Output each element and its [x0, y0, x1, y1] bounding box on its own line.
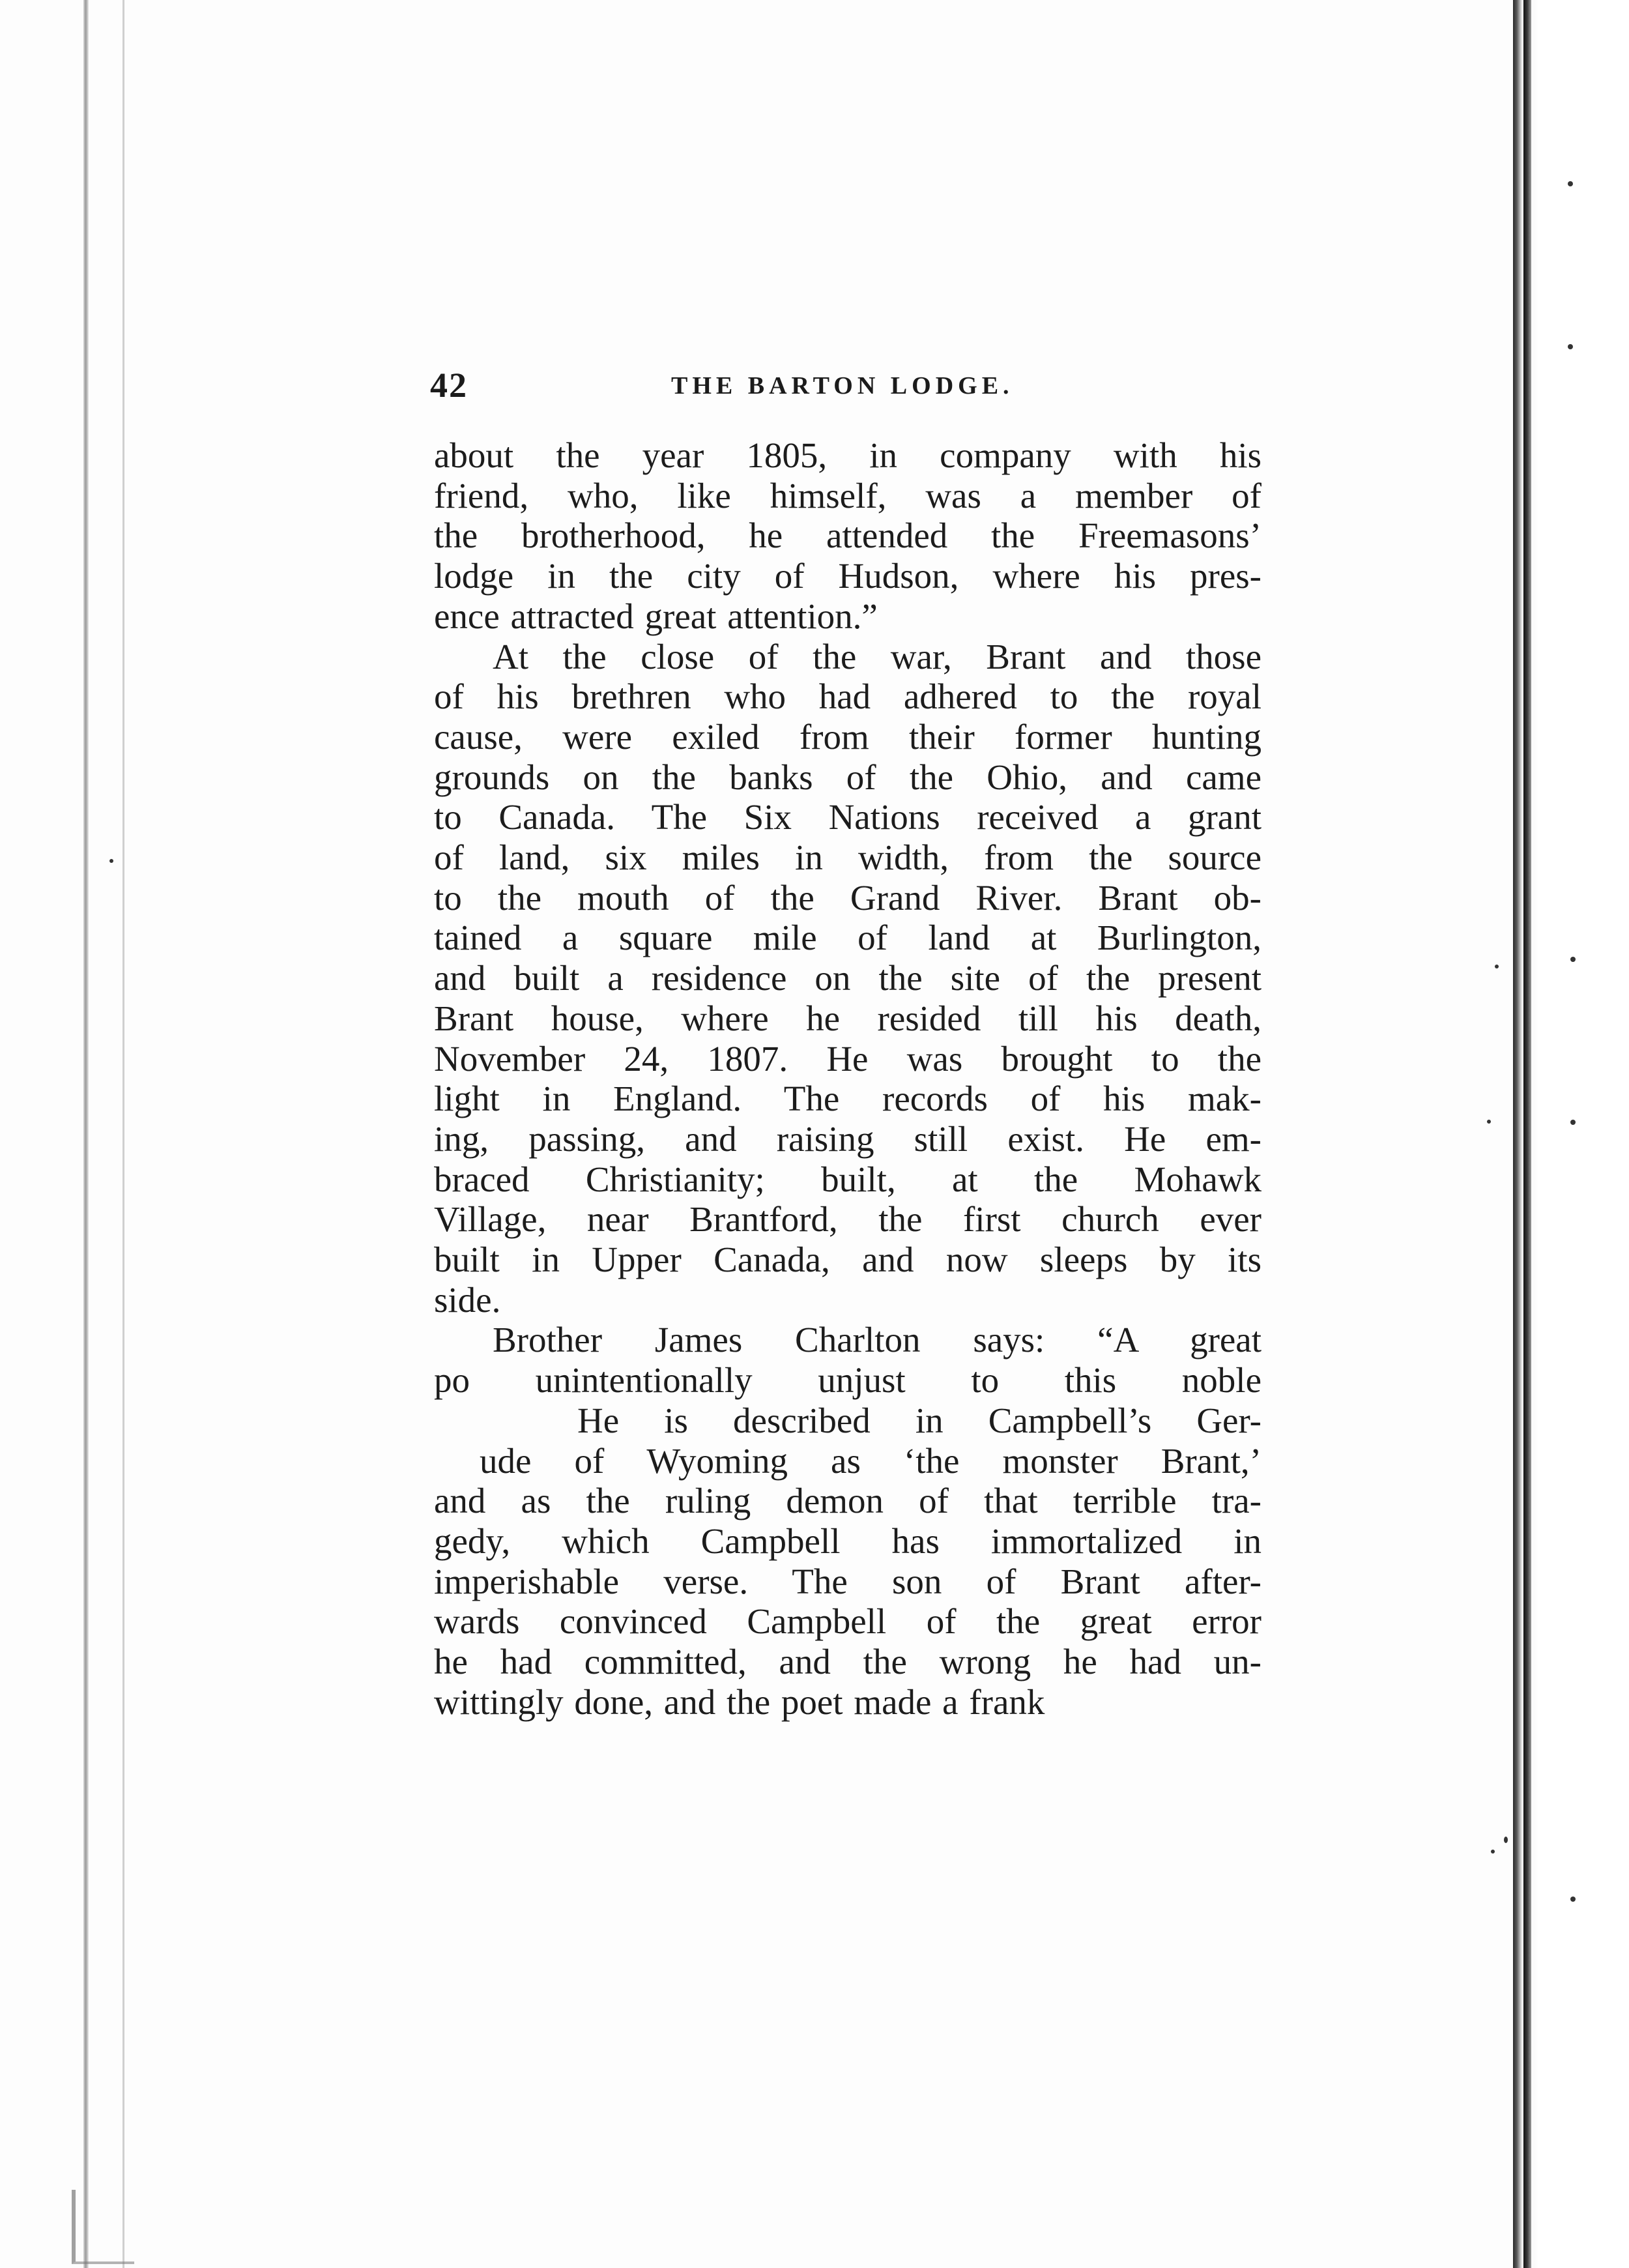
page-edge-line — [1523, 0, 1531, 2268]
text-line: to the mouth of the Grand River. Brant ob- — [434, 877, 1261, 918]
text-line: He is described in Campbell’s Ger- — [577, 1400, 1261, 1440]
text-line: At the close of the war, Brant and those — [493, 636, 1261, 676]
text-line: light in England. The records of his mak- — [434, 1079, 1261, 1119]
paragraph — [434, 637, 1261, 1320]
text-line: and as the ruling demon of that terrible tra- — [434, 1481, 1261, 1521]
scan-speck — [1504, 1837, 1508, 1843]
text-line: wittingly done, and the poet made a frank — [434, 1681, 1045, 1722]
scan-speck — [1491, 1850, 1495, 1854]
scan-speck — [1570, 957, 1576, 962]
text-line: tained a square mile of land at Burlington, — [434, 918, 1261, 958]
text-line: ence attracted great attention.” — [434, 596, 878, 636]
text-line: about the year 1805, in company with his — [434, 435, 1261, 475]
binding-corner — [72, 2190, 134, 2264]
text-line: built in Upper Canada, and now sleeps by its — [434, 1240, 1261, 1280]
text-line: Village, near Brantford, the first church ever — [434, 1199, 1261, 1240]
page-number: 42 — [430, 366, 468, 405]
scan-speck — [1568, 344, 1573, 349]
text-line: ing, passing, and raising still exist. He em- — [434, 1118, 1261, 1159]
text-line: friend, who, like himself, was a member of — [434, 475, 1261, 516]
scan-speck — [109, 859, 113, 863]
text-line: po unintentionally unjust to this noble — [434, 1360, 1261, 1401]
text-line: cause, were exiled from their former hunting — [434, 716, 1261, 757]
text-line: and built a residence on the site of the present — [434, 958, 1261, 998]
text-line: the brotherhood, he attended the Freemasons’ — [434, 516, 1261, 556]
text-line: lodge in the city of Hudson, where his pres- — [434, 556, 1261, 596]
binding-edge-line — [123, 0, 124, 2268]
paragraph — [434, 435, 1261, 637]
paragraph — [434, 1320, 1261, 1722]
text-line: ude of Wyoming as ‘the monster Brant,’ — [480, 1440, 1261, 1481]
scan-speck — [1487, 1120, 1491, 1124]
text-line: gedy, which Campbell has immortalized in — [434, 1520, 1261, 1561]
text-line: imperishable verse. The son of Brant after- — [434, 1561, 1261, 1601]
scan-speck — [1495, 965, 1499, 968]
text-line: November 24, 1807. He was brought to the — [434, 1038, 1261, 1079]
running-title: THE BARTON LODGE. — [671, 372, 1014, 400]
text-line: to Canada. The Six Nations received a grant — [434, 797, 1261, 837]
body-text — [434, 435, 1261, 1723]
text-line: Brother James Charlton says: “A great — [493, 1320, 1261, 1360]
text-line: side. — [434, 1279, 501, 1320]
text-line: grounds on the banks of the Ohio, and came — [434, 757, 1261, 797]
scan-speck — [1568, 181, 1573, 186]
text-line: braced Christianity; built, at the Mohawk — [434, 1159, 1261, 1199]
scan-speck — [1570, 1897, 1576, 1902]
text-line: wards convinced Campbell of the great error — [434, 1601, 1261, 1642]
text-line: of his brethren who had adhered to the royal — [434, 676, 1261, 717]
binding-edge — [83, 0, 89, 2268]
text-line: of land, six miles in width, from the source — [434, 837, 1261, 878]
running-header — [430, 365, 1271, 411]
text-line: Brant house, where he resided till his death, — [434, 998, 1261, 1038]
scan-speck — [1570, 1120, 1576, 1125]
text-line: he had committed, and the wrong he had un- — [434, 1642, 1261, 1682]
